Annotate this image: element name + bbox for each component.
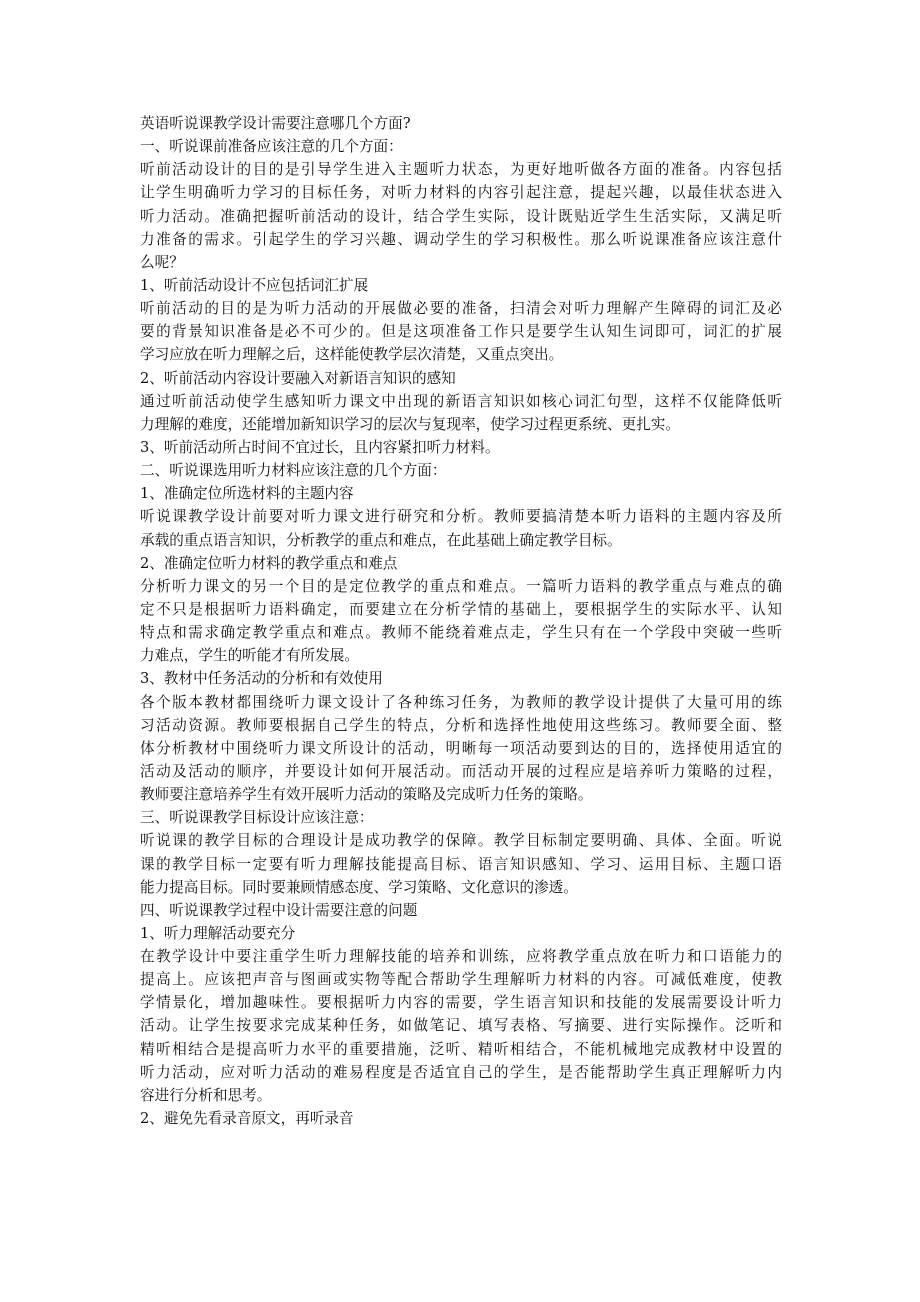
paragraph-line: 力理解的难度，还能增加新知识学习的层次与复现率，使学习过程更系统、更扎实。: [140, 415, 680, 433]
paragraph-line: 精听相结合是提高听力水平的重要措施，泛听、精听相结合，不能机械地完成教材中设置的: [140, 1040, 782, 1058]
section-heading: 3、教材中任务活动的分析和有效使用: [140, 670, 383, 688]
paragraph-line: 体分析教材中围绕听力课文所设计的活动，明晰每一项活动要到达的目的，选择使用适宜的: [140, 739, 782, 757]
section-heading: 3、听前活动所占时间不宜过长，且内容紧扣听力材料。: [140, 438, 500, 456]
paragraph-line: 活动。让学生按要求完成某种任务，如做笔记、填写表格、写摘要、进行实际操作。泛听和: [140, 1017, 782, 1035]
paragraph-line: 定不只是根据听力语料确定，而要建立在分析学情的基础上，要根据学生的实际水平、认知: [140, 600, 782, 618]
paragraph-line: 各个版本教材都围绕听力课文设计了各种练习任务，为教师的教学设计提供了大量可用的练: [140, 693, 782, 711]
section-heading: 二、听说课选用听力材料应该注意的几个方面：: [140, 462, 447, 480]
section-heading: 四、听说课教学过程中设计需要注意的问题: [140, 901, 418, 919]
paragraph-line: 听说课教学设计前要对听力课文进行研究和分析。教师要搞清楚本听力语料的主题内容及所: [140, 508, 782, 526]
paragraph-line: 听前活动设计的目的是引导学生进入主题听力状态，为更好地听做各方面的准备。内容包括: [140, 161, 782, 179]
section-heading: 1、准确定位所选材料的主题内容: [140, 485, 354, 503]
paragraph-line: 课的教学目标一定要有听力理解技能提高目标、语言知识感知、学习、运用目标、主题口语: [140, 855, 782, 873]
paragraph-line: 提高上。应该把声音与图画或实物等配合帮助学生理解听力材料的内容。可减低难度，使教: [140, 971, 782, 989]
paragraph-line: 容进行分析和思考。: [140, 1086, 272, 1104]
section-heading: 2、避免先看录音原文，再听录音: [140, 1110, 354, 1128]
paragraph-line: 通过听前活动使学生感知听力课文中出现的新语言知识如核心词汇句型，这样不仅能降低听: [140, 392, 782, 410]
paragraph-line: 能力提高目标。同时要兼顾情感态度、学习策略、文化意识的渗透。: [140, 878, 578, 896]
document-page: [140, 112, 782, 1130]
paragraph-line: 让学生明确听力学习的目标任务，对听力材料的内容引起注意，提起兴趣，以最佳状态进入: [140, 184, 782, 202]
paragraph-line: 承载的重点语言知识，分析教学的重点和难点，在此基础上确定教学目标。: [140, 531, 622, 549]
paragraph-line: 特点和需求确定教学重点和难点。教师不能绕着难点走，学生只有在一个学段中突破一些听: [140, 624, 782, 642]
paragraph-line: 听说课的教学目标的合理设计是成功教学的保障。教学目标制定要明确、具体、全面。听说: [140, 832, 782, 850]
paragraph-line: 学情景化，增加趣味性。要根据听力内容的需要，学生语言知识和技能的发展需要设计听力: [140, 994, 782, 1012]
paragraph-line: 力准备的需求。引起学生的学习兴趣、调动学生的学习积极性。那么听说课准备应该注意什: [140, 230, 782, 248]
paragraph-line: 么呢？: [140, 253, 184, 271]
section-heading: 1、听力理解活动要充分: [140, 924, 296, 942]
paragraph-line: 习活动资源。教师要根据自己学生的特点，分析和选择性地使用这些练习。教师要全面、整: [140, 716, 782, 734]
paragraph-line: 要的背景知识准备是必不可少的。但是这项准备工作只是要学生认知生词即可，词汇的扩展: [140, 323, 782, 341]
paragraph-line: 听力活动，应对听力活动的难易程度是否适宜自己的学生，是否能帮助学生真正理解听力内: [140, 1063, 782, 1081]
paragraph-line: 力难点，学生的听能才有所发展。: [140, 647, 359, 665]
section-heading: 三、听说课教学目标设计应该注意：: [140, 809, 374, 827]
section-heading: 1、听前活动设计不应包括词汇扩展: [140, 276, 369, 294]
paragraph-line: 分析听力课文的另一个目的是定位教学的重点和难点。一篇听力语料的教学重点与难点的确: [140, 577, 782, 595]
section-heading: 2、听前活动内容设计要融入对新语言知识的感知: [140, 369, 456, 387]
paragraph-line: 听前活动的目的是为听力活动的开展做必要的准备，扫清会对听力理解产生障碍的词汇及必: [140, 300, 782, 318]
paragraph-line: 听力活动。准确把握听前活动的设计，结合学生实际，设计既贴近学生生活实际，又满足听: [140, 207, 782, 225]
paragraph-line: 在教学设计中要注重学生听力理解技能的培养和训练，应将教学重点放在听力和口语能力的: [140, 948, 782, 966]
paragraph-line: 学习应放在听力理解之后，这样能使教学层次清楚，又重点突出。: [140, 346, 564, 364]
section-heading: 英语听说课教学设计需要注意哪几个方面?: [140, 115, 411, 132]
section-heading: 一、听说课前准备应该注意的几个方面：: [140, 138, 403, 156]
paragraph-line: 教师要注意培养学生有效开展听力活动的策略及完成听力任务的策略。: [140, 786, 593, 804]
paragraph-line: 活动及活动的顺序，并要设计如何开展活动。而活动开展的过程应是培养听力策略的过程，: [140, 762, 782, 780]
section-heading: 2、准确定位听力材料的教学重点和难点: [140, 554, 398, 572]
